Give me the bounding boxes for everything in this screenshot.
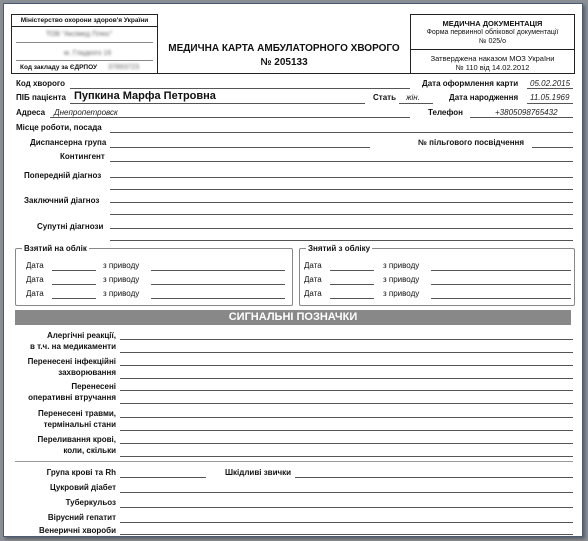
venereal-label: Венеричні хвороби (38, 526, 116, 535)
removed-reason-label-2: з приводу (383, 275, 420, 284)
diabetes-field[interactable] (120, 492, 573, 493)
patient-name-label: ПІБ пацієнта (16, 93, 66, 102)
transfusion-label-line1: Переливання крові, (37, 435, 116, 444)
concomitant-diagnosis-label: Супутні діагнози (37, 222, 104, 231)
concomitant-diagnosis-field-1[interactable] (110, 228, 573, 229)
taken-date-field-1[interactable] (52, 270, 96, 271)
sex-label: Стать (373, 93, 396, 102)
final-diagnosis-field-1[interactable] (110, 202, 573, 203)
org-address-line (16, 60, 153, 61)
taken-on-record-legend: Взятий на облік (24, 244, 87, 253)
card-number: № 205133 (260, 57, 308, 68)
tuberculosis-label: Туберкульоз (65, 498, 116, 507)
transfusion-field-2[interactable] (120, 456, 573, 457)
transfusion-label (12, 434, 116, 456)
form-info-line4: Затверджена наказом МОЗ України (430, 54, 555, 63)
patient-name-value[interactable]: Пупкина Марфа Петровна (74, 90, 216, 102)
edrpou-label: Код закладу за ЄДРПОУ (20, 64, 98, 71)
patient-name-underline (70, 103, 365, 104)
header-bottom-rule (158, 73, 410, 74)
traumas-field-1[interactable] (120, 417, 573, 418)
taken-date-field-2[interactable] (52, 284, 96, 285)
transfusion-label-line2: коли, скільки (63, 446, 116, 455)
allergy-label-line2: в т.ч. на медикаменти (29, 342, 116, 351)
contingent-label: Контингент (60, 152, 105, 161)
address-value[interactable]: Днепропетровск (54, 108, 118, 117)
taken-reason-field-3[interactable] (151, 298, 285, 299)
surgeries-field-2[interactable] (120, 403, 573, 404)
infections-label-line2: захворювання (58, 368, 116, 377)
allergy-field-2[interactable] (120, 352, 573, 353)
org-name: ТОВ "Аксімед Плюс" (46, 31, 113, 38)
allergy-field-1[interactable] (120, 339, 573, 340)
ministry-underline (12, 26, 157, 27)
form-info-box (410, 14, 575, 74)
card-title (159, 42, 409, 70)
taken-date-label-1: Дата (26, 261, 44, 270)
dispensary-group-label: Диспансерна група (30, 138, 107, 147)
transfusion-field-1[interactable] (120, 443, 573, 444)
removed-from-record-legend: Знятий з обліку (308, 244, 371, 253)
taken-date-label-2: Дата (26, 275, 44, 284)
surgeries-label-line2: оперативні втручання (28, 393, 116, 402)
birth-date-label: Дата народження (449, 93, 519, 102)
hepatitis-label: Вірусний гепатит (47, 513, 116, 522)
phone-value[interactable]: +3805098765432 (495, 108, 558, 117)
venereal-field[interactable] (120, 534, 573, 535)
removed-date-field-2[interactable] (330, 284, 374, 285)
benefit-cert-label: № пільгового посвідчення (418, 138, 525, 147)
removed-date-label-2: Дата (304, 275, 322, 284)
final-diagnosis-label: Заключний діагноз (24, 196, 100, 205)
infections-label (12, 356, 116, 378)
medical-card-page (3, 3, 583, 537)
benefit-cert-field[interactable] (532, 147, 573, 148)
removed-reason-field-3[interactable] (431, 298, 571, 299)
bottom-section-rule (15, 461, 573, 462)
prev-diagnosis-field-1[interactable] (110, 177, 573, 178)
taken-reason-label-2: з приводу (103, 275, 140, 284)
surgeries-field-1[interactable] (120, 390, 573, 391)
card-title-line1: МЕДИЧНА КАРТА АМБУЛАТОРНОГО ХВОРОГО (168, 43, 400, 54)
patient-code-label: Код хворого (16, 79, 65, 88)
ministry-text: Міністерство охорони здоров'я України (20, 17, 149, 24)
removed-date-label-1: Дата (304, 261, 322, 270)
bad-habits-field[interactable] (295, 477, 573, 478)
prev-diagnosis-label: Попередній діагноз (24, 171, 102, 180)
removed-date-label-3: Дата (304, 289, 322, 298)
workplace-field[interactable] (110, 132, 573, 133)
contingent-field[interactable] (110, 161, 573, 162)
blood-group-label: Група крові та Rh (46, 468, 116, 477)
birth-date-underline (527, 103, 573, 104)
bad-habits-label: Шкідливі звички (225, 468, 292, 477)
form-info-divider (411, 49, 574, 50)
address-label: Адреса (16, 108, 46, 117)
removed-reason-label-3: з приводу (383, 289, 420, 298)
allergy-label (12, 330, 116, 352)
taken-date-field-3[interactable] (52, 298, 96, 299)
allergy-label-line1: Алергічні реакції, (47, 331, 116, 340)
infections-label-line1: Перенесені інфекційні (27, 357, 116, 366)
taken-reason-label-3: з приводу (103, 289, 140, 298)
taken-reason-field-1[interactable] (151, 270, 285, 271)
patient-code-field[interactable] (70, 88, 410, 89)
phone-underline (470, 117, 573, 118)
taken-reason-label-1: з приводу (103, 261, 140, 270)
form-info-line2: Форма первинної облікової документації (426, 29, 559, 36)
org-name-line (16, 42, 153, 43)
form-info-line3: № 025/о (479, 38, 506, 45)
taken-on-record-group (15, 244, 293, 306)
traumas-label (12, 408, 116, 430)
card-date-value[interactable]: 05.02.2015 (530, 79, 571, 88)
surgeries-label-line1: Перенесені (71, 382, 116, 391)
sex-value[interactable]: жін. (406, 93, 420, 102)
sex-underline (399, 103, 433, 104)
removed-date-field-1[interactable] (330, 270, 374, 271)
hepatitis-field[interactable] (120, 522, 573, 523)
traumas-label-line1: Перенесені травми, (37, 409, 116, 418)
form-info-line1: МЕДИЧНА ДОКУМЕНТАЦІЯ (442, 19, 543, 28)
edrpou-value: 37893723 (108, 64, 140, 71)
workplace-label: Місце роботи, посада (16, 123, 102, 132)
prev-diagnosis-field-2[interactable] (110, 189, 573, 190)
card-date-label: Дата оформлення карти (422, 79, 519, 88)
traumas-label-line2: термінальні стани (43, 420, 116, 429)
dispensary-group-field[interactable] (110, 147, 370, 148)
signal-marks-banner: СИГНАЛЬНІ ПОЗНАЧКИ (15, 310, 571, 325)
infections-field-2[interactable] (120, 378, 573, 379)
blood-group-field[interactable] (120, 477, 206, 478)
org-address: м. Гладкого 16 (64, 50, 112, 57)
tuberculosis-field[interactable] (120, 507, 573, 508)
taken-date-label-3: Дата (26, 289, 44, 298)
concomitant-diagnosis-field-2[interactable] (110, 240, 573, 241)
final-diagnosis-field-2[interactable] (110, 214, 573, 215)
diabetes-label: Цукровий діабет (50, 483, 116, 492)
form-info-line5: № 110 від 14.02.2012 (455, 63, 530, 72)
card-date-underline (527, 88, 573, 89)
surgeries-label (12, 381, 116, 403)
phone-label: Телефон (428, 108, 463, 117)
removed-date-field-3[interactable] (330, 298, 374, 299)
removed-from-record-group (299, 244, 575, 306)
birth-date-value[interactable]: 11.05.1969 (530, 93, 570, 102)
traumas-field-2[interactable] (120, 430, 573, 431)
taken-reason-field-2[interactable] (151, 284, 285, 285)
infections-field-1[interactable] (120, 365, 573, 366)
removed-reason-field-1[interactable] (431, 270, 571, 271)
org-stamp-box (11, 14, 158, 74)
address-underline (50, 117, 410, 118)
removed-reason-field-2[interactable] (431, 284, 571, 285)
removed-reason-label-1: з приводу (383, 261, 420, 270)
